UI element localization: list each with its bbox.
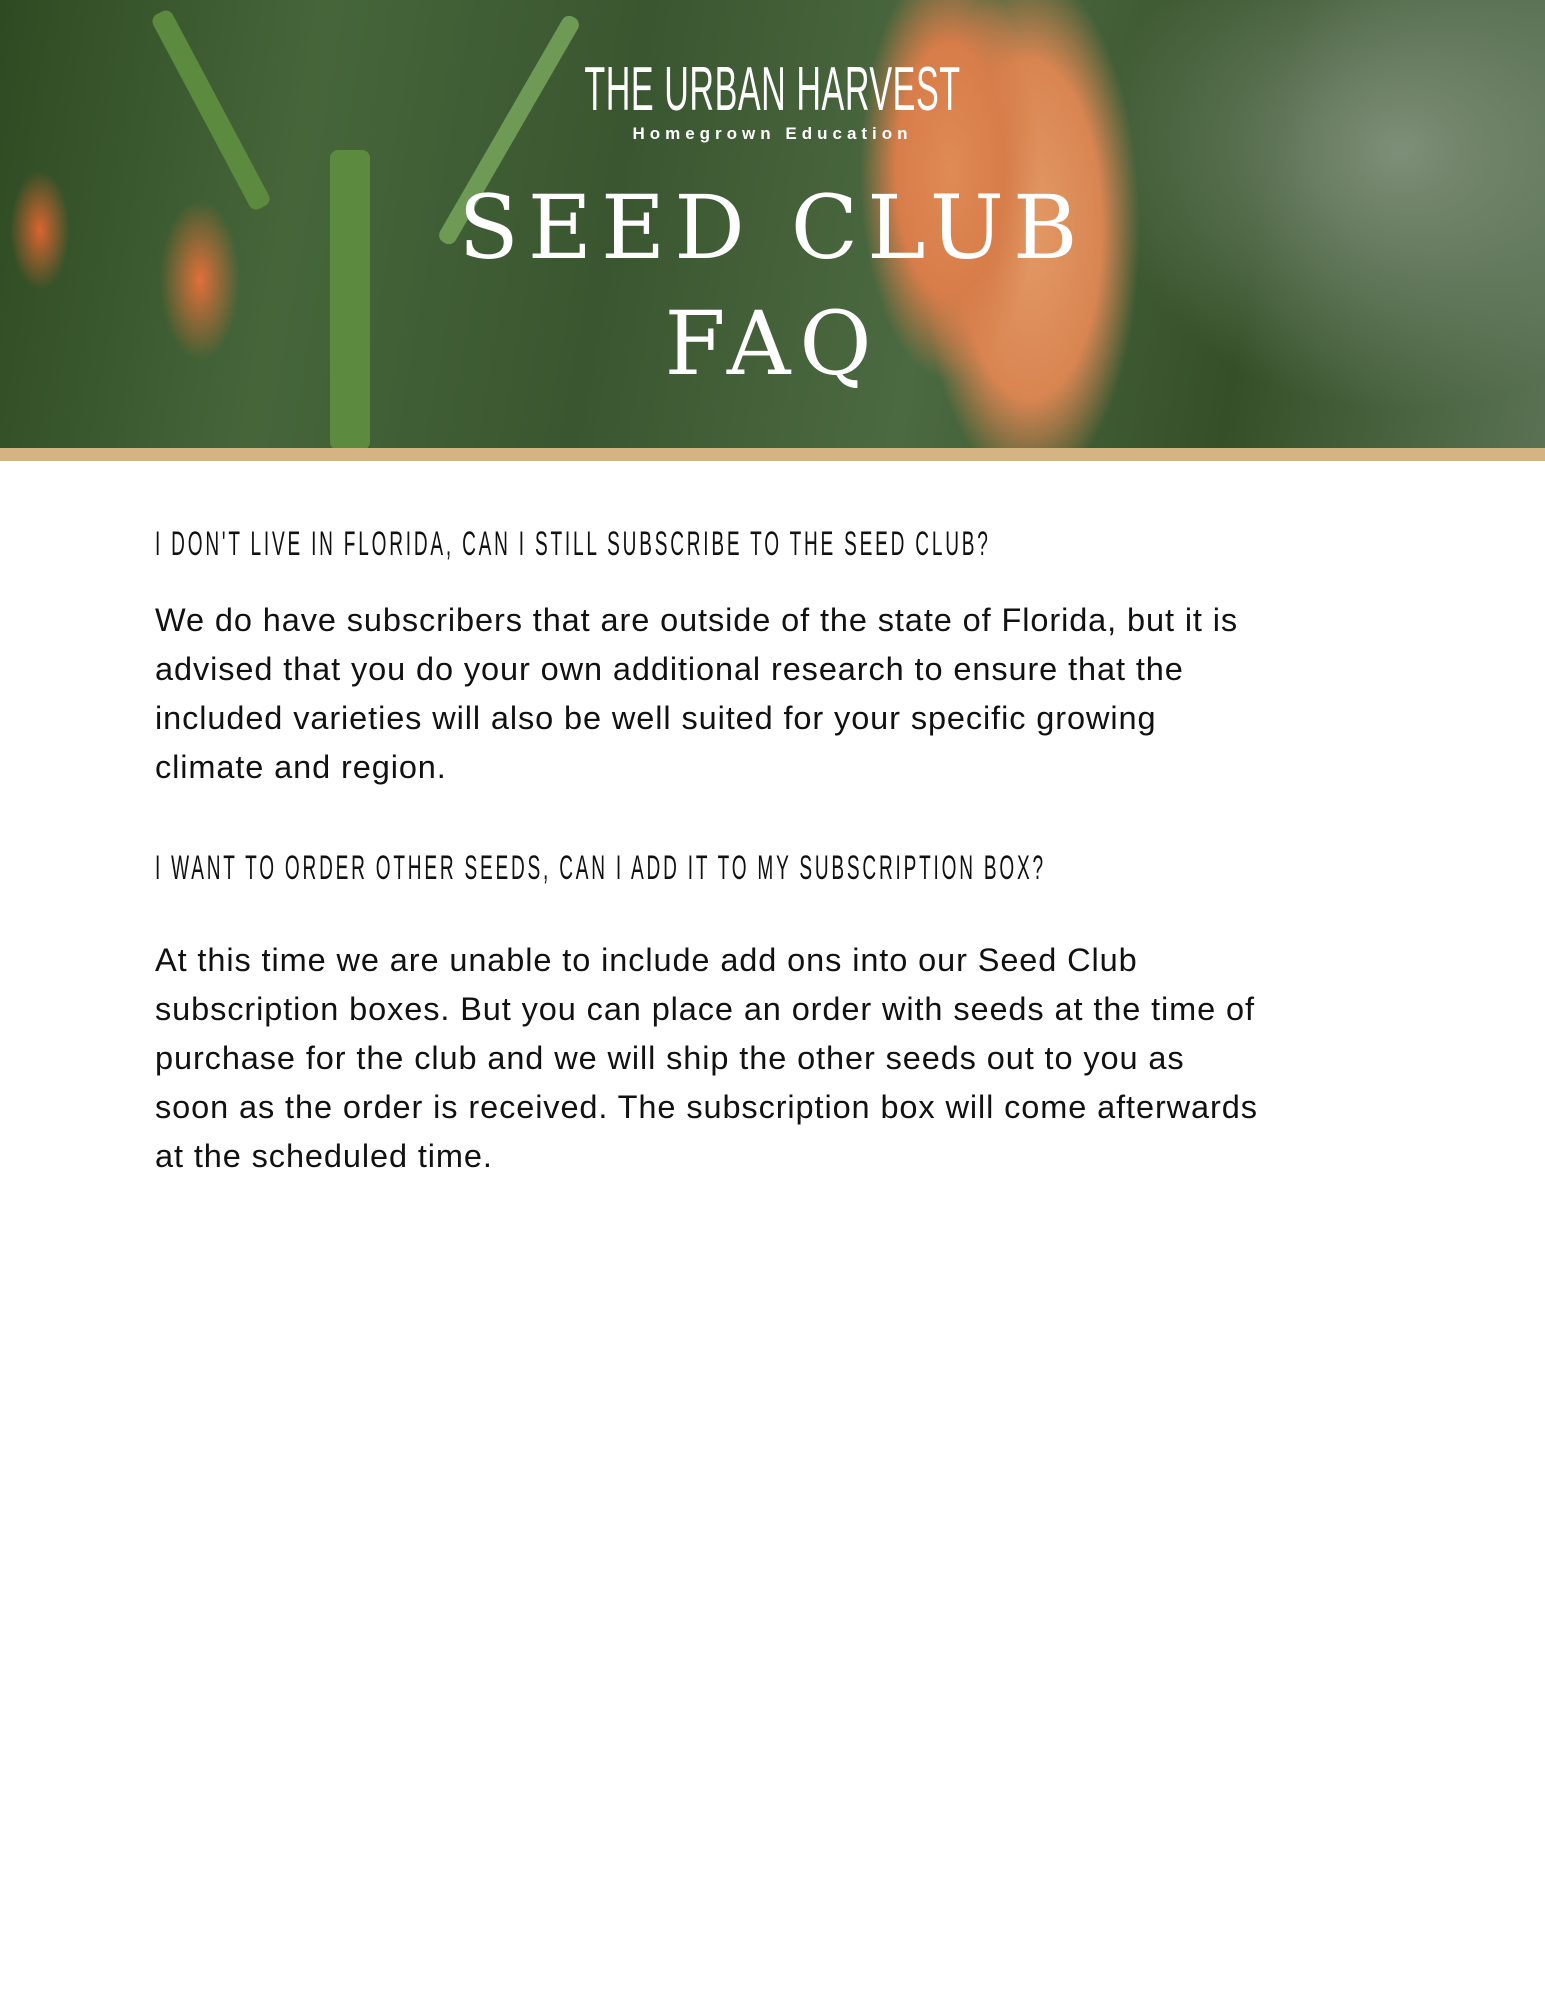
- faq-answer: [155, 596, 1238, 792]
- hero-banner: [0, 0, 1545, 448]
- answer-line: climate and region.: [155, 749, 447, 785]
- answer-line: included varieties will also be well suited for your specific growing: [155, 700, 1157, 736]
- faq-question: I DON'T LIVE IN FLORIDA, CAN I STILL SUBSCRIBE TO THE SEED CLUB?: [155, 525, 991, 563]
- answer-line: soon as the order is received. The subscription box will come afterwards: [155, 1089, 1258, 1125]
- page-title-line2: FAQ: [664, 292, 881, 395]
- logo-subtitle: Homegrown Education: [632, 124, 913, 143]
- answer-line: At this time we are unable to include add ons into our Seed Club: [155, 942, 1138, 978]
- answer-line: subscription boxes. But you can place an order with seeds at the time of: [155, 991, 1255, 1027]
- logo-title: THE URBAN HARVEST: [584, 55, 961, 124]
- answer-line: at the scheduled time.: [155, 1138, 493, 1174]
- page-title-line1: SEED CLUB: [458, 176, 1087, 279]
- divider-band: [0, 448, 1545, 461]
- answer-line: purchase for the club and we will ship the other seeds out to you as: [155, 1040, 1185, 1076]
- answer-line: We do have subscribers that are outside of the state of Florida, but it is: [155, 602, 1239, 638]
- answer-line: advised that you do your own additional research to ensure that the: [155, 651, 1184, 687]
- faq-question: I WANT TO ORDER OTHER SEEDS, CAN I ADD IT TO MY SUBSCRIPTION BOX?: [155, 849, 1046, 887]
- faq-answer: [155, 936, 1258, 1181]
